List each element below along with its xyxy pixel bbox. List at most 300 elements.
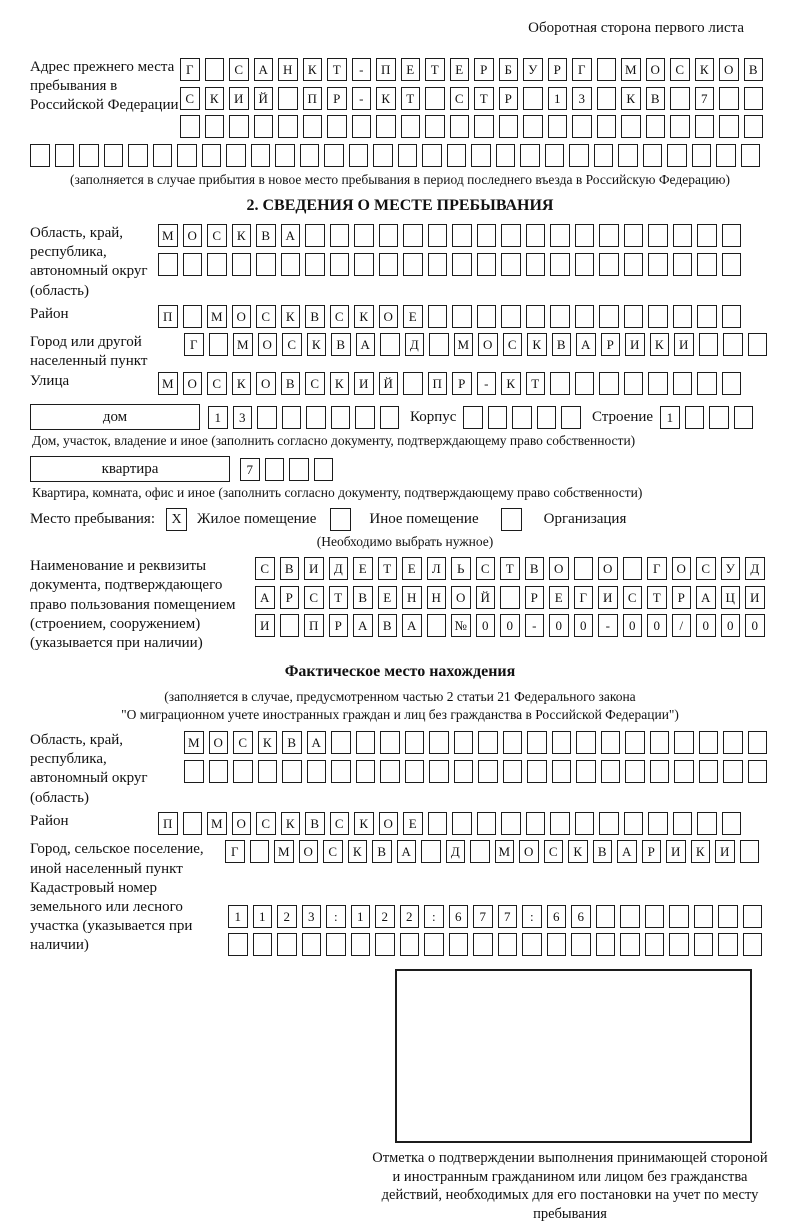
char-box[interactable]: Л	[427, 557, 447, 580]
char-box[interactable]	[428, 812, 448, 835]
char-box[interactable]	[401, 115, 421, 138]
char-box[interactable]	[576, 731, 596, 754]
char-box[interactable]	[282, 406, 302, 429]
char-box[interactable]	[253, 933, 273, 956]
char-box[interactable]	[207, 253, 227, 276]
char-box[interactable]: И	[354, 372, 374, 395]
char-box[interactable]	[331, 406, 351, 429]
char-box[interactable]: К	[307, 333, 327, 356]
char-box[interactable]	[471, 144, 491, 167]
char-box[interactable]	[499, 115, 519, 138]
char-box[interactable]: С	[255, 557, 275, 580]
char-box[interactable]: М	[158, 224, 178, 247]
char-box[interactable]: О	[451, 586, 471, 609]
char-box[interactable]: К	[621, 87, 641, 110]
char-box[interactable]: /	[672, 614, 692, 637]
char-box[interactable]	[699, 731, 719, 754]
char-box[interactable]: К	[691, 840, 711, 863]
char-box[interactable]	[650, 731, 670, 754]
char-box[interactable]: О	[549, 557, 569, 580]
char-box[interactable]: Г	[572, 58, 592, 81]
char-box[interactable]: С	[476, 557, 496, 580]
char-box[interactable]	[300, 144, 320, 167]
char-box[interactable]	[674, 731, 694, 754]
char-box[interactable]	[575, 253, 595, 276]
char-box[interactable]	[673, 305, 693, 328]
char-box[interactable]	[670, 87, 690, 110]
char-box[interactable]	[699, 760, 719, 783]
char-box[interactable]	[379, 253, 399, 276]
char-box[interactable]: К	[527, 333, 547, 356]
house-type-field[interactable]: дом	[30, 404, 200, 430]
char-box[interactable]	[380, 731, 400, 754]
char-box[interactable]	[624, 253, 644, 276]
char-box[interactable]	[277, 933, 297, 956]
char-box[interactable]: 3	[302, 905, 322, 928]
char-box[interactable]: 6	[449, 905, 469, 928]
char-box[interactable]: О	[209, 731, 229, 754]
char-box[interactable]	[545, 144, 565, 167]
char-box[interactable]: М	[621, 58, 641, 81]
char-box[interactable]: Т	[329, 586, 349, 609]
char-box[interactable]	[648, 812, 668, 835]
char-box[interactable]	[158, 253, 178, 276]
char-box[interactable]: С	[282, 333, 302, 356]
char-box[interactable]: -	[525, 614, 545, 637]
char-box[interactable]: №	[451, 614, 471, 637]
char-box[interactable]: К	[501, 372, 521, 395]
char-box[interactable]: Н	[402, 586, 422, 609]
char-box[interactable]: Т	[500, 557, 520, 580]
char-box[interactable]: В	[305, 305, 325, 328]
char-box[interactable]	[184, 760, 204, 783]
char-box[interactable]	[447, 144, 467, 167]
char-box[interactable]	[685, 406, 705, 429]
char-box[interactable]	[722, 224, 742, 247]
char-box[interactable]	[183, 812, 203, 835]
char-box[interactable]	[380, 406, 400, 429]
char-box[interactable]: В	[331, 333, 351, 356]
char-box[interactable]	[305, 224, 325, 247]
char-box[interactable]	[599, 372, 619, 395]
char-box[interactable]: В	[281, 372, 301, 395]
char-box[interactable]	[257, 406, 277, 429]
char-box[interactable]: О	[256, 372, 276, 395]
char-box[interactable]	[719, 87, 739, 110]
char-box[interactable]	[520, 144, 540, 167]
char-box[interactable]: Е	[402, 557, 422, 580]
char-box[interactable]	[547, 933, 567, 956]
char-box[interactable]	[278, 87, 298, 110]
char-box[interactable]: С	[207, 224, 227, 247]
char-box[interactable]	[741, 144, 761, 167]
char-box[interactable]: М	[207, 305, 227, 328]
char-box[interactable]	[421, 840, 441, 863]
char-box[interactable]	[354, 253, 374, 276]
char-box[interactable]: М	[454, 333, 474, 356]
char-box[interactable]	[670, 115, 690, 138]
char-box[interactable]: О	[183, 372, 203, 395]
char-box[interactable]	[477, 305, 497, 328]
char-box[interactable]: С	[330, 305, 350, 328]
char-box[interactable]: С	[233, 731, 253, 754]
char-box[interactable]	[331, 731, 351, 754]
char-box[interactable]	[620, 933, 640, 956]
char-box[interactable]	[209, 760, 229, 783]
char-box[interactable]: В	[552, 333, 572, 356]
char-box[interactable]: Н	[278, 58, 298, 81]
char-box[interactable]	[452, 253, 472, 276]
char-box[interactable]: Р	[642, 840, 662, 863]
char-box[interactable]: К	[568, 840, 588, 863]
char-box[interactable]	[673, 224, 693, 247]
char-box[interactable]: А	[696, 586, 716, 609]
char-box[interactable]	[303, 115, 323, 138]
char-box[interactable]	[376, 115, 396, 138]
char-box[interactable]	[722, 372, 742, 395]
char-box[interactable]	[597, 87, 617, 110]
char-box[interactable]	[552, 731, 572, 754]
char-box[interactable]: :	[522, 905, 542, 928]
char-box[interactable]: Ц	[721, 586, 741, 609]
char-box[interactable]	[571, 933, 591, 956]
char-box[interactable]	[429, 731, 449, 754]
char-box[interactable]	[667, 144, 687, 167]
char-box[interactable]	[645, 933, 665, 956]
char-box[interactable]: К	[354, 812, 374, 835]
char-box[interactable]: Т	[425, 58, 445, 81]
char-box[interactable]	[425, 115, 445, 138]
char-box[interactable]	[209, 333, 229, 356]
char-box[interactable]: Р	[329, 614, 349, 637]
char-box[interactable]	[233, 760, 253, 783]
char-box[interactable]: А	[576, 333, 596, 356]
char-box[interactable]	[709, 406, 729, 429]
char-box[interactable]: -	[352, 87, 372, 110]
char-box[interactable]: 7	[498, 905, 518, 928]
char-box[interactable]: В	[525, 557, 545, 580]
char-box[interactable]	[674, 760, 694, 783]
char-box[interactable]	[354, 224, 374, 247]
char-box[interactable]	[473, 933, 493, 956]
char-box[interactable]	[669, 905, 689, 928]
char-box[interactable]	[331, 760, 351, 783]
char-box[interactable]: 1	[253, 905, 273, 928]
char-box[interactable]	[250, 840, 270, 863]
char-box[interactable]	[280, 614, 300, 637]
char-box[interactable]: Й	[254, 87, 274, 110]
char-box[interactable]	[734, 406, 754, 429]
char-box[interactable]	[624, 812, 644, 835]
char-box[interactable]	[375, 933, 395, 956]
char-box[interactable]: Г	[574, 586, 594, 609]
char-box[interactable]	[574, 557, 594, 580]
char-box[interactable]	[314, 458, 334, 481]
char-box[interactable]	[403, 224, 423, 247]
char-box[interactable]	[427, 614, 447, 637]
char-box[interactable]: Е	[403, 305, 423, 328]
char-box[interactable]	[550, 224, 570, 247]
char-box[interactable]	[496, 144, 516, 167]
char-box[interactable]	[599, 224, 619, 247]
char-box[interactable]: И	[598, 586, 618, 609]
char-box[interactable]	[575, 812, 595, 835]
char-box[interactable]	[327, 115, 347, 138]
char-box[interactable]	[30, 144, 50, 167]
char-box[interactable]: 0	[647, 614, 667, 637]
char-box[interactable]: К	[281, 812, 301, 835]
char-box[interactable]	[625, 731, 645, 754]
char-box[interactable]	[697, 224, 717, 247]
char-box[interactable]	[650, 760, 670, 783]
char-box[interactable]: К	[348, 840, 368, 863]
char-box[interactable]: М	[184, 731, 204, 754]
char-box[interactable]: 1	[208, 406, 228, 429]
char-box[interactable]	[694, 933, 714, 956]
char-box[interactable]	[620, 905, 640, 928]
char-box[interactable]	[428, 224, 448, 247]
char-box[interactable]: -	[352, 58, 372, 81]
char-box[interactable]: О	[379, 305, 399, 328]
char-box[interactable]	[258, 760, 278, 783]
char-box[interactable]	[380, 333, 400, 356]
char-box[interactable]: :	[424, 905, 444, 928]
char-box[interactable]	[673, 372, 693, 395]
char-box[interactable]: 1	[351, 905, 371, 928]
char-box[interactable]	[205, 115, 225, 138]
char-box[interactable]	[478, 760, 498, 783]
char-box[interactable]	[599, 253, 619, 276]
char-box[interactable]: В	[593, 840, 613, 863]
stay-type-checkbox-other[interactable]	[330, 508, 351, 531]
char-box[interactable]: 2	[400, 905, 420, 928]
char-box[interactable]	[624, 372, 644, 395]
char-box[interactable]	[575, 305, 595, 328]
char-box[interactable]	[723, 760, 743, 783]
char-box[interactable]	[428, 253, 448, 276]
char-box[interactable]	[463, 406, 483, 429]
char-box[interactable]	[55, 144, 75, 167]
char-box[interactable]: Й	[379, 372, 399, 395]
char-box[interactable]: 0	[623, 614, 643, 637]
char-box[interactable]: А	[402, 614, 422, 637]
char-box[interactable]	[695, 115, 715, 138]
char-box[interactable]: К	[232, 224, 252, 247]
char-box[interactable]: Р	[327, 87, 347, 110]
char-box[interactable]	[500, 586, 520, 609]
char-box[interactable]	[643, 144, 663, 167]
char-box[interactable]: 7	[695, 87, 715, 110]
char-box[interactable]: 0	[745, 614, 765, 637]
char-box[interactable]: :	[326, 905, 346, 928]
char-box[interactable]: Т	[327, 58, 347, 81]
char-box[interactable]: 0	[549, 614, 569, 637]
char-box[interactable]	[624, 224, 644, 247]
char-box[interactable]: 1	[228, 905, 248, 928]
char-box[interactable]	[229, 115, 249, 138]
char-box[interactable]: Т	[474, 87, 494, 110]
char-box[interactable]: К	[354, 305, 374, 328]
char-box[interactable]: К	[330, 372, 350, 395]
char-box[interactable]: П	[428, 372, 448, 395]
char-box[interactable]	[282, 760, 302, 783]
char-box[interactable]: С	[256, 812, 276, 835]
char-box[interactable]	[356, 760, 376, 783]
char-box[interactable]	[648, 224, 668, 247]
char-box[interactable]: С	[229, 58, 249, 81]
char-box[interactable]: О	[646, 58, 666, 81]
char-box[interactable]: Р	[499, 87, 519, 110]
char-box[interactable]	[697, 812, 717, 835]
char-box[interactable]: Б	[499, 58, 519, 81]
char-box[interactable]	[183, 305, 203, 328]
char-box[interactable]: Р	[548, 58, 568, 81]
char-box[interactable]	[601, 731, 621, 754]
char-box[interactable]	[594, 144, 614, 167]
char-box[interactable]	[648, 372, 668, 395]
char-box[interactable]	[645, 905, 665, 928]
char-box[interactable]	[226, 144, 246, 167]
char-box[interactable]	[306, 406, 326, 429]
char-box[interactable]: Е	[401, 58, 421, 81]
char-box[interactable]	[744, 87, 764, 110]
char-box[interactable]: К	[258, 731, 278, 754]
char-box[interactable]	[718, 905, 738, 928]
char-box[interactable]	[744, 115, 764, 138]
char-box[interactable]: С	[623, 586, 643, 609]
char-box[interactable]: И	[255, 614, 275, 637]
char-box[interactable]	[503, 760, 523, 783]
char-box[interactable]	[601, 760, 621, 783]
char-box[interactable]: 7	[240, 458, 260, 481]
char-box[interactable]: -	[598, 614, 618, 637]
char-box[interactable]	[748, 731, 768, 754]
char-box[interactable]	[379, 224, 399, 247]
char-box[interactable]: Р	[601, 333, 621, 356]
char-box[interactable]: 0	[500, 614, 520, 637]
char-box[interactable]	[697, 372, 717, 395]
char-box[interactable]: В	[282, 731, 302, 754]
char-box[interactable]: Т	[378, 557, 398, 580]
char-box[interactable]	[575, 224, 595, 247]
char-box[interactable]: А	[397, 840, 417, 863]
char-box[interactable]	[748, 333, 768, 356]
char-box[interactable]: 6	[547, 905, 567, 928]
char-box[interactable]: Т	[526, 372, 546, 395]
char-box[interactable]	[550, 812, 570, 835]
char-box[interactable]: К	[281, 305, 301, 328]
char-box[interactable]: Д	[405, 333, 425, 356]
char-box[interactable]: А	[353, 614, 373, 637]
char-box[interactable]: 0	[574, 614, 594, 637]
char-box[interactable]: С	[450, 87, 470, 110]
char-box[interactable]: С	[323, 840, 343, 863]
char-box[interactable]: О	[478, 333, 498, 356]
char-box[interactable]	[597, 58, 617, 81]
char-box[interactable]: М	[158, 372, 178, 395]
stay-type-checkbox-residential[interactable]: X	[166, 508, 187, 531]
char-box[interactable]: Й	[476, 586, 496, 609]
char-box[interactable]: С	[544, 840, 564, 863]
char-box[interactable]	[722, 812, 742, 835]
char-box[interactable]	[526, 224, 546, 247]
char-box[interactable]	[488, 406, 508, 429]
char-box[interactable]: П	[304, 614, 324, 637]
char-box[interactable]	[356, 731, 376, 754]
char-box[interactable]	[523, 115, 543, 138]
char-box[interactable]	[743, 933, 763, 956]
char-box[interactable]	[403, 253, 423, 276]
char-box[interactable]	[428, 305, 448, 328]
char-box[interactable]: С	[180, 87, 200, 110]
char-box[interactable]: С	[503, 333, 523, 356]
char-box[interactable]	[289, 458, 309, 481]
char-box[interactable]: 0	[696, 614, 716, 637]
char-box[interactable]	[380, 760, 400, 783]
char-box[interactable]	[522, 933, 542, 956]
char-box[interactable]	[697, 305, 717, 328]
char-box[interactable]: -	[477, 372, 497, 395]
char-box[interactable]: Е	[353, 557, 373, 580]
char-box[interactable]: 1	[660, 406, 680, 429]
char-box[interactable]	[474, 115, 494, 138]
char-box[interactable]	[454, 760, 474, 783]
char-box[interactable]	[352, 115, 372, 138]
char-box[interactable]: П	[376, 58, 396, 81]
char-box[interactable]: И	[715, 840, 735, 863]
char-box[interactable]	[723, 731, 743, 754]
char-box[interactable]	[254, 115, 274, 138]
char-box[interactable]: А	[307, 731, 327, 754]
char-box[interactable]	[501, 253, 521, 276]
char-box[interactable]: Т	[401, 87, 421, 110]
char-box[interactable]	[550, 305, 570, 328]
char-box[interactable]	[449, 933, 469, 956]
char-box[interactable]	[550, 253, 570, 276]
char-box[interactable]: Г	[180, 58, 200, 81]
char-box[interactable]	[503, 731, 523, 754]
char-box[interactable]: В	[353, 586, 373, 609]
char-box[interactable]	[697, 253, 717, 276]
char-box[interactable]	[576, 760, 596, 783]
char-box[interactable]: А	[356, 333, 376, 356]
char-box[interactable]	[526, 305, 546, 328]
char-box[interactable]: О	[379, 812, 399, 835]
char-box[interactable]	[429, 333, 449, 356]
char-box[interactable]	[180, 115, 200, 138]
char-box[interactable]: О	[299, 840, 319, 863]
char-box[interactable]	[355, 406, 375, 429]
char-box[interactable]	[501, 305, 521, 328]
char-box[interactable]	[743, 905, 763, 928]
char-box[interactable]	[498, 933, 518, 956]
char-box[interactable]: Е	[549, 586, 569, 609]
char-box[interactable]	[575, 372, 595, 395]
char-box[interactable]: О	[519, 840, 539, 863]
char-box[interactable]: С	[696, 557, 716, 580]
char-box[interactable]: Р	[474, 58, 494, 81]
char-box[interactable]: С	[670, 58, 690, 81]
char-box[interactable]: 7	[473, 905, 493, 928]
char-box[interactable]	[202, 144, 222, 167]
char-box[interactable]	[501, 224, 521, 247]
char-box[interactable]	[153, 144, 173, 167]
char-box[interactable]: И	[745, 586, 765, 609]
char-box[interactable]	[624, 305, 644, 328]
char-box[interactable]	[452, 305, 472, 328]
char-box[interactable]	[572, 115, 592, 138]
char-box[interactable]	[398, 144, 418, 167]
